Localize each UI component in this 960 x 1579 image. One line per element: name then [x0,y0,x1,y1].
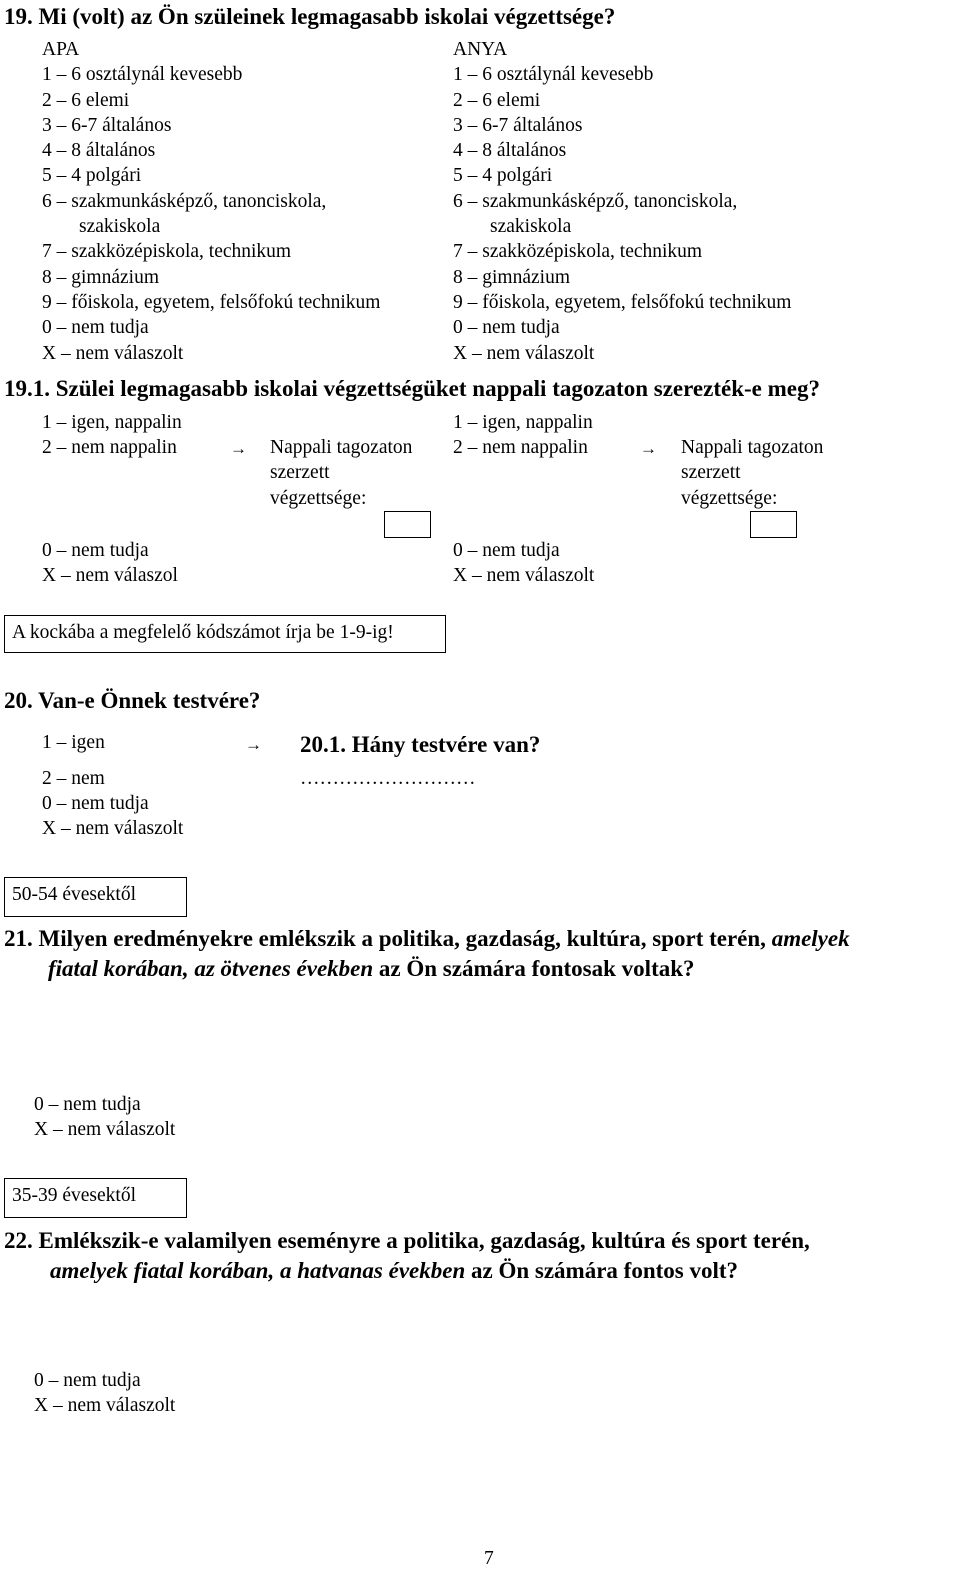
note-line: végzettsége: [270,487,367,509]
mother-code-box[interactable] [750,511,797,538]
question-21-text: 21. Milyen eredményekre emlékszik a politika, gazdaság, kultúra, sport terén, [4,926,772,951]
question-22-italic: amelyek fiatal korában, a hatvanas években [50,1258,466,1283]
arrow-right-icon: → [640,439,657,458]
option: 8 – gimnázium [42,266,159,288]
option: 2 – 6 elemi [453,89,541,111]
option: 5 – 4 polgári [453,165,553,187]
mother-daytime-note [681,435,823,511]
option: 9 – főiskola, egyetem, felsőfokú technikum [42,291,381,313]
instruction-box: A kockába a megfelelő kódszámot írja be 1-9-ig! [4,615,446,653]
option: 8 – gimnázium [453,266,570,288]
question-22-line2 [50,1258,738,1284]
option-continuation: szakiskola [79,216,161,238]
option: 4 – 8 általános [453,140,567,162]
option: 6 – szakmunkásképző, tanonciskola, [453,190,738,212]
option: X – nem válaszolt [42,818,184,839]
option-continuation: szakiskola [490,216,572,238]
option: X – nem válaszolt [42,342,184,364]
option: 2 – 6 elemi [42,89,130,111]
option: X – nem válaszolt [34,1119,176,1140]
father-daytime-note [270,435,412,511]
option: 1 – 6 osztálynál kevesebb [42,64,243,86]
mother-daytime-yes: 1 – igen, nappalin [453,412,593,433]
option: X – nem válaszolt [453,342,595,364]
section-label-35-39: 35-39 évesektől [4,1178,187,1218]
note-line: szerzett [270,462,330,484]
question-21-text: az Ön számára fontosak voltak? [373,956,695,981]
question-20-title: 20. Van-e Önnek testvére? [4,688,261,713]
mother-daytime-unknown: 0 – nem tudja [453,540,560,561]
father-daytime-no: 2 – nem nappalin [42,437,177,458]
option: 6 – szakmunkásképző, tanonciskola, [42,190,327,212]
page-number: 7 [484,1548,494,1569]
option: 0 – nem tudja [34,1094,141,1115]
question-19-title: 19. Mi (volt) az Ön szüleinek legmagasabb iskolai végzettsége? [4,4,616,29]
father-daytime-yes: 1 – igen, nappalin [42,412,182,433]
mother-daytime-noanswer: X – nem válaszolt [453,565,595,586]
mother-options [453,37,791,366]
option: 0 – nem tudja [453,317,560,339]
question-20-1-title: 20.1. Hány testvére van? [300,732,541,757]
option: 4 – 8 általános [42,140,156,162]
question-19-1-title: 19.1. Szülei legmagasabb iskolai végzettségüket nappali tagozaton szerezték-e meg? [4,376,820,401]
father-daytime-unknown: 0 – nem tudja [42,540,149,561]
option: 5 – 4 polgári [42,165,142,187]
option: X – nem válaszolt [34,1395,176,1416]
note-line: Nappali tagozaton [681,437,824,458]
question-22-text: az Ön számára fontos volt? [465,1258,739,1283]
option: 9 – főiskola, egyetem, felsőfokú technikum [453,291,792,313]
option: 3 – 6-7 általános [453,114,583,136]
note-line: szerzett [681,462,741,484]
mother-header: ANYA [453,39,508,60]
father-daytime-noanswer: X – nem válaszol [42,565,178,586]
option: 0 – nem tudja [42,793,149,814]
section-label-50-54: 50-54 évesektől [4,877,187,917]
option: 3 – 6-7 általános [42,114,172,136]
question-21-italic: amelyek [771,926,850,951]
question-22-line1: 22. Emlékszik-e valamilyen eseményre a politika, gazdaság, kultúra és sport terén, [4,1228,810,1253]
option: 1 – igen [42,732,105,753]
option: 7 – szakközépiskola, technikum [42,241,292,263]
option: 0 – nem tudja [34,1370,141,1391]
option: 1 – 6 osztálynál kevesebb [453,64,654,86]
note-line: végzettsége: [681,487,778,509]
option: 7 – szakközépiskola, technikum [453,241,703,263]
option: 0 – nem tudja [42,317,149,339]
question-21-line1 [4,926,850,952]
arrow-right-icon: → [245,735,262,754]
father-options [42,37,380,366]
answer-dotted-line[interactable]: ……………………… [300,768,476,789]
option: 2 – nem [42,768,105,789]
mother-daytime-no: 2 – nem nappalin [453,437,588,458]
question-21-italic: fiatal korában, az ötvenes években [48,956,374,981]
question-21-line2 [48,956,695,982]
father-code-box[interactable] [384,511,431,538]
father-header: APA [42,39,80,60]
arrow-right-icon: → [230,439,247,458]
note-line: Nappali tagozaton [270,437,413,458]
